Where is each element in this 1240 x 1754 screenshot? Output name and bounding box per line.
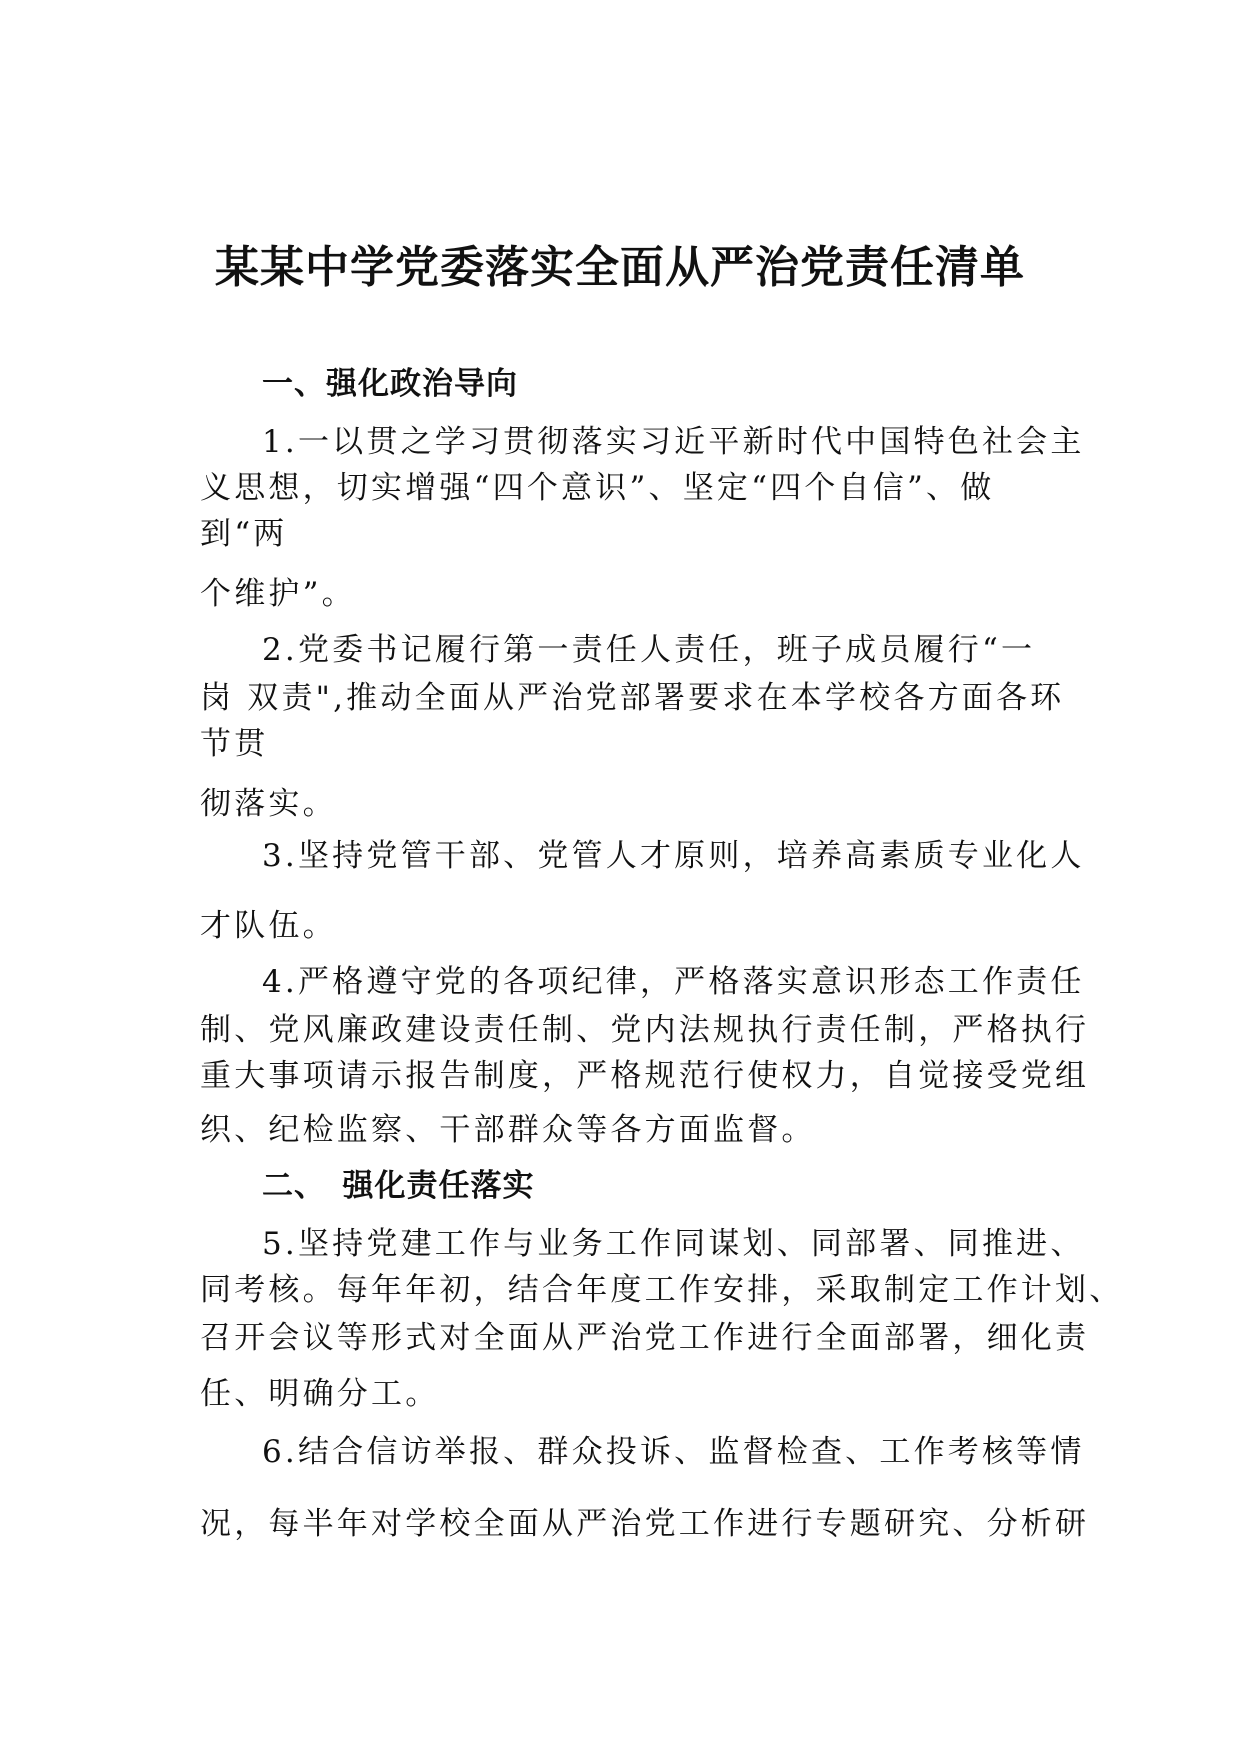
body-line: 个维护”。	[200, 576, 356, 612]
body-line: 才队伍。	[200, 908, 337, 944]
body-line: 2.党委书记履行第一责任人责任，班子成员履行“一	[262, 632, 1036, 668]
section-heading-1: 一、强化政治导向	[262, 366, 518, 402]
body-line: 重大事项请示报告制度，严格规范行使权力，自觉接受党组	[200, 1058, 1090, 1094]
body-line: 织、纪检监察、干部群众等各方面监督。	[200, 1112, 816, 1148]
body-line: 3.坚持党管干部、党管人才原则，培养高素质专业化人	[262, 838, 1085, 874]
body-line: 同考核。每年年初，结合年度工作安排，采取制定工作计划、	[200, 1272, 1124, 1308]
body-line: 1.一以贯之学习贯彻落实习近平新时代中国特色社会主	[262, 424, 1085, 460]
body-line: 5.坚持党建工作与业务工作同谋划、同部署、同推进、	[262, 1226, 1085, 1262]
body-line: 节贯	[200, 726, 269, 762]
body-line: 彻落实。	[200, 786, 337, 822]
body-line: 义思想，切实增强“四个意识”、坚定“四个自信”、做	[200, 470, 995, 506]
body-line: 到“两	[200, 516, 288, 552]
body-line: 况，每半年对学校全面从严治党工作进行专题研究、分析研	[200, 1506, 1090, 1542]
body-line: 6.结合信访举报、群众投诉、监督检查、工作考核等情	[262, 1434, 1085, 1470]
document-title: 某某中学党委落实全面从严治党责任清单	[215, 242, 1025, 293]
body-line: 制、党风廉政建设责任制、党内法规执行责任制，严格执行	[200, 1012, 1090, 1048]
body-line: 4.严格遵守党的各项纪律，严格落实意识形态工作责任	[262, 964, 1085, 1000]
body-line: 任、明确分工。	[200, 1376, 440, 1412]
body-line: 岗 双责",推动全面从严治党部署要求在本学校各方面各环	[200, 680, 1065, 716]
section-heading-2: 二、 强化责任落实	[262, 1168, 535, 1204]
body-line: 召开会议等形式对全面从严治党工作进行全面部署，细化责	[200, 1320, 1090, 1356]
